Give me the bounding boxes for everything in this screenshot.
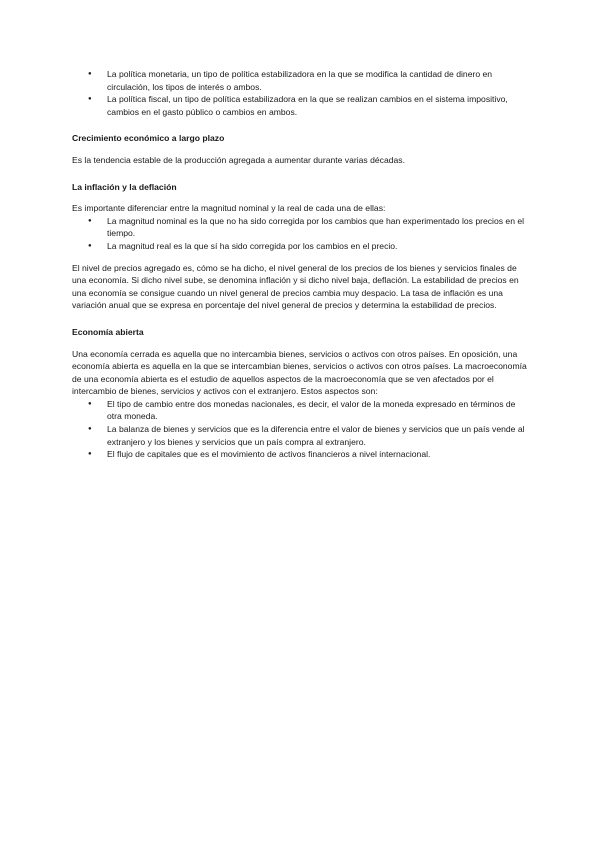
section-heading-open-economy: Economía abierta [72, 326, 144, 337]
document-page [72, 68, 530, 461]
list-item: ● La política monetaria, un tipo de política estabilizadora en la que se modifica la cantidad de dinero en circulación, los tipos de interés o ambos. [107, 68, 530, 93]
policy-list [72, 68, 530, 118]
growth-paragraph: Es la tendencia estable de la producción agregada a aumentar durante varias décadas. [72, 154, 405, 165]
section-heading-growth: Crecimiento económico a largo plazo [72, 133, 225, 144]
list-item: ● El flujo de capitales que es el movimiento de activos financieros a nivel internacional. [107, 448, 530, 461]
list-item: ● El tipo de cambio entre dos monedas nacionales, es decir, el valor de la moneda expresado en términos de otra moneda. [107, 398, 530, 423]
list-item: ● La balanza de bienes y servicios que es la diferencia entre el valor de bienes y servicios que un país vende al extranjero y los bienes y servicios que un país compra al extranjero. [107, 423, 530, 448]
inflation-intro: Es importante diferenciar entre la magnitud nominal y la real de cada una de ellas: [72, 203, 386, 214]
list-item: ● La magnitud nominal es la que no ha sido corregida por los cambios que han experimentado los precios en el tiempo. [107, 215, 530, 240]
open-economy-list [72, 398, 530, 461]
list-item: ● La política fiscal, un tipo de política estabilizadora en la que se realizan cambios en el sistema impositivo, cambios en el gasto público o cambios en ambos. [107, 93, 530, 118]
section-heading-inflation: La inflación y la deflación [72, 181, 177, 192]
list-item: ● La magnitud real es la que sí ha sido corregida por los cambios en el precio. [107, 240, 530, 253]
inflation-paragraph: El nivel de precios agregado es, cómo se ha dicho, el nivel general de los precios de los bienes y servicios finales de una economía. Si dicho nivel sube, se denomina inflación y si dicho nivel baja, deflación. La estabilidad de precios en una economía se consigue cuando un nivel general de precios cambia muy despacio. La tasa de inflación es una variación anual que se expresa en porcentaje del nivel general de precios y determina la estabilidad de precios. [72, 262, 519, 311]
open-economy-paragraph: Una economía cerrada es aquella que no intercambia bienes, servicios o activos con otros países. En oposición, una economía abierta es aquella en la que se intercambian bienes, servicios o activos con otros países. La macroeconomía de una economía abierta es el estudio de aquellos aspectos de la macroeconomía que se ven afectados por el intercambio de bienes, servicios y activos con el extranjero. Estos aspectos son: [72, 348, 527, 397]
magnitude-list [72, 215, 530, 253]
